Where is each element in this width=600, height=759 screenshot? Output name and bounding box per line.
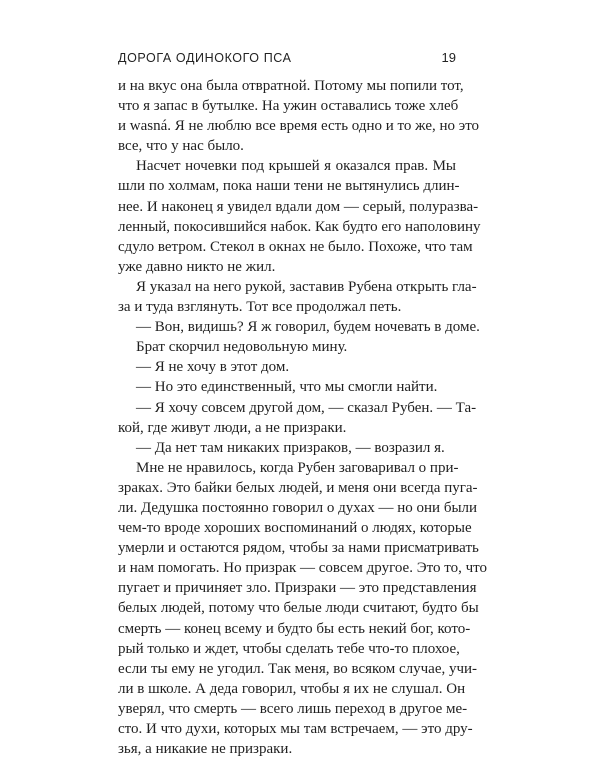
text-line: все, что у нас было. xyxy=(118,138,244,155)
text-line: Брат скорчил недовольную мину. xyxy=(136,339,348,356)
text-line: сдуло ветром. Стекол в окнах не было. Похоже, что там xyxy=(118,238,473,255)
text-line: и на вкус она была отвратной. Потому мы попили тот, xyxy=(118,78,464,94)
text-line: зья, а никакие не призраки. xyxy=(118,741,293,758)
text-line: если ты ему не угодил. Так меня, во всяком случае, учи- xyxy=(118,660,478,677)
text-line: Насчет ночевки под крышей я оказался прав. Мы xyxy=(136,158,456,175)
text-line: ли в школе. А деда говорил, чтобы я их не слушал. Он xyxy=(118,680,466,697)
page-number: 19 xyxy=(441,50,456,65)
running-header xyxy=(118,50,456,65)
text-line: за и туда взглянуть. Тот все продолжал петь. xyxy=(118,299,402,316)
text-line: — Да нет там никаких призраков, — возразил я. xyxy=(136,439,445,456)
text-line: и wasná. Я не люблю все время есть одно и то же, но это xyxy=(118,118,480,135)
text-line: Мне не нравилось, когда Рубен заговаривал о при- xyxy=(136,459,459,476)
text-line: и нам помогать. Но призрак — совсем другое. Это то, что xyxy=(118,560,487,577)
text-line: шли по холмам, пока наши тени не вытянулись длин- xyxy=(118,178,460,195)
text-line: чем-то вроде хороших воспоминаний о людях, которые xyxy=(118,520,472,537)
text-line: пугает и причиняет зло. Призраки — это представления xyxy=(118,580,477,597)
text-line: нее. И наконец я увидел вдали дом — серый, полуразва- xyxy=(118,198,479,215)
text-line: — Я не хочу в этот дом. xyxy=(136,359,290,376)
body-text xyxy=(118,76,487,759)
text-line: что я запас в бутылке. На ужин оставались тоже хлеб xyxy=(118,98,459,115)
text-line: умерли и остаются рядом, чтобы за нами присматривать xyxy=(118,540,479,557)
running-title: ДОРОГА ОДИНОКОГО ПСА xyxy=(118,51,292,65)
text-line: Я указал на него рукой, заставив Рубена открыть гла- xyxy=(136,278,477,295)
text-line: — Я хочу совсем другой дом, — сказал Рубен. — Та- xyxy=(136,399,477,416)
text-line: ли. Дедушка постоянно говорил о духах — но они были xyxy=(118,499,478,516)
text-line: белых людей, потому что белые люди считают, будто бы xyxy=(118,600,479,617)
text-line: зраках. Это байки белых людей, и меня они всегда пуга- xyxy=(118,479,478,496)
text-line: — Вон, видишь? Я ж говорил, будем ночевать в доме. xyxy=(136,319,480,336)
text-line: уверял, что смерть — всего лишь переход в другое ме- xyxy=(118,700,468,717)
text-line: сто. И что духи, которых мы там встречаем, — это дру- xyxy=(118,721,473,737)
text-line: — Но это единственный, что мы смогли найти. xyxy=(136,379,438,396)
text-line: уже давно никто не жил. xyxy=(118,258,276,275)
text-line: кой, где живут люди, а не призраки. xyxy=(118,419,347,436)
text-line: ленный, покосившийся набок. Как будто его наполовину xyxy=(118,218,481,235)
text-line: смерть — конец всему и будто бы есть некий бог, кото- xyxy=(118,620,471,637)
text-line: рый только и ждет, чтобы сделать тебе что-то плохое, xyxy=(118,640,460,657)
